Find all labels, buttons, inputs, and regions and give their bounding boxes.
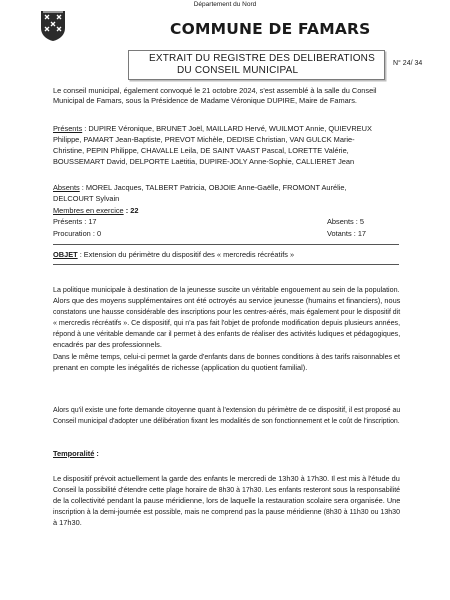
intro-line-1: Le conseil municipal, également convoqué le 21 octobre 2024, s'est assemblé à la salle du Conseil	[53, 86, 377, 95]
p1-line-5: répond à une véritable demande car il permet à des enfants de réaliser des activités ludiques et pédagogiques,	[53, 329, 401, 338]
deliberation-number: N° 24/ 34	[393, 60, 423, 67]
separator-bottom	[53, 264, 399, 265]
objet-line	[53, 250, 294, 259]
commune-title: COMMUNE DE FAMARS	[170, 20, 371, 38]
members-label: Membres en exercice	[53, 206, 124, 215]
p3-line-1: Le dispositif prévoit actuellement la garde des enfants le mercredi de 13h30 à 17h30. Il est mis à l'étude du	[53, 474, 400, 483]
p2-line-2: Conseil municipal d'adopter une délibération fixant les modalités de son fonctionnement et le coût de l'inscription.	[53, 416, 400, 425]
p3-line-3: de la collectivité pendant la pause méridienne, lors de laquelle la restauration scolaire sera organisée. Une	[53, 496, 401, 505]
presents-line-3: Christine, PEPIN Philippe, CHAVALLE Leila, DE SAINT VAAST Pascal, LORETTE Valérie,	[53, 146, 349, 155]
presents-line-2: Philippe, PAMART Jean-Baptiste, PREVOT Michèle, DEDISE Christian, VAN GULCK Marie-	[53, 135, 355, 144]
absents-label: Absents	[53, 183, 80, 192]
p1-line-3: constatons une hausse considérable des inscriptions pour les centres-aérés, mais également pour le dispositif dit	[53, 307, 401, 316]
register-extract-box	[128, 50, 385, 80]
temporalite-label: Temporalité	[53, 449, 95, 458]
objet-text: : Extension du périmètre du dispositif des « mercredis récréatifs »	[77, 250, 295, 259]
p1-line-6: encadrés par des professionnels.	[53, 340, 162, 349]
presents-label: Présents	[53, 124, 83, 133]
presents-line-4: BOUSSEMART David, DELPORTE Laëtitia, DUPIRE-JOLY Anne-Sophie, CALLIERET Jean	[53, 157, 355, 166]
absents-line-1	[53, 183, 347, 192]
extract-title-line2: DU CONSEIL MUNICIPAL	[177, 65, 299, 76]
intro-line-2: Municipal de Famars, sous la Présidence de Madame Véronique DUPIRE, Maire de Famars.	[53, 96, 357, 105]
presents-count: Présents : 17	[53, 217, 97, 226]
p3-line-5: à 17h30.	[53, 518, 82, 527]
department-label: Département du Nord	[193, 1, 257, 8]
members-line	[53, 206, 138, 215]
objet-label: OBJET	[53, 250, 78, 259]
absents-names-1: : MOREL Jacques, TALBERT Patricia, OBJOIE Anne-Gaëlle, FROMONT Aurélie,	[79, 183, 347, 192]
coat-of-arms-icon	[40, 10, 66, 42]
members-value: : 22	[123, 206, 139, 215]
p3-line-2: Conseil la possibilité d'étendre cette plage horaire de 8h30 à 17h30. Les enfants resteront sous la responsabilité	[53, 485, 401, 494]
p1-line-7: Dans le même temps, celui-ci permet la garde d'enfants dans de bonnes conditions à des tarifs raisonnables et	[53, 352, 400, 361]
presents-names-1: : DUPIRE Véronique, BRUNET Joël, MAILLARD Hervé, WUILMOT Annie, QUIEVREUX	[82, 124, 372, 133]
extract-title-line1: EXTRAIT DU REGISTRE DES DELIBERATIONS	[149, 53, 375, 64]
p2-line-1: Alors qu'il existe une forte demande citoyenne quant à l'extension du périmètre de ce dispositif, il est proposé au	[53, 405, 401, 414]
presents-line-1	[53, 124, 372, 133]
separator-top	[53, 244, 399, 245]
absents-line-2: DELCOURT Sylvain	[53, 194, 120, 203]
absents-count: Absents : 5	[327, 217, 364, 226]
procuration-count: Procuration : 0	[53, 229, 102, 238]
temporalite-colon: :	[94, 449, 99, 458]
p1-line-1: La politique municipale à destination de la jeunesse suscite un véritable engouement au sein de la population.	[53, 285, 400, 294]
temporalite-heading	[53, 449, 99, 458]
p1-line-2: Alors que des moyens supplémentaires ont été octroyés au service jeunesse (humains et financiers), nous	[53, 296, 401, 305]
p1-line-8: prenant en compte les inégalités de richesse (application du quotient familial).	[53, 363, 308, 372]
p3-line-4: inscription à la demi-journée est possible, mais ne comprend pas la pause méridienne (8h30 à 11h30 ou 13h30	[53, 507, 401, 516]
votants-count: Votants : 17	[327, 229, 367, 238]
p1-line-4: « mercredis récréatifs ». Ce dispositif, qui n'a pas fait l'objet de profonde modification depuis plusieurs années,	[53, 318, 401, 327]
